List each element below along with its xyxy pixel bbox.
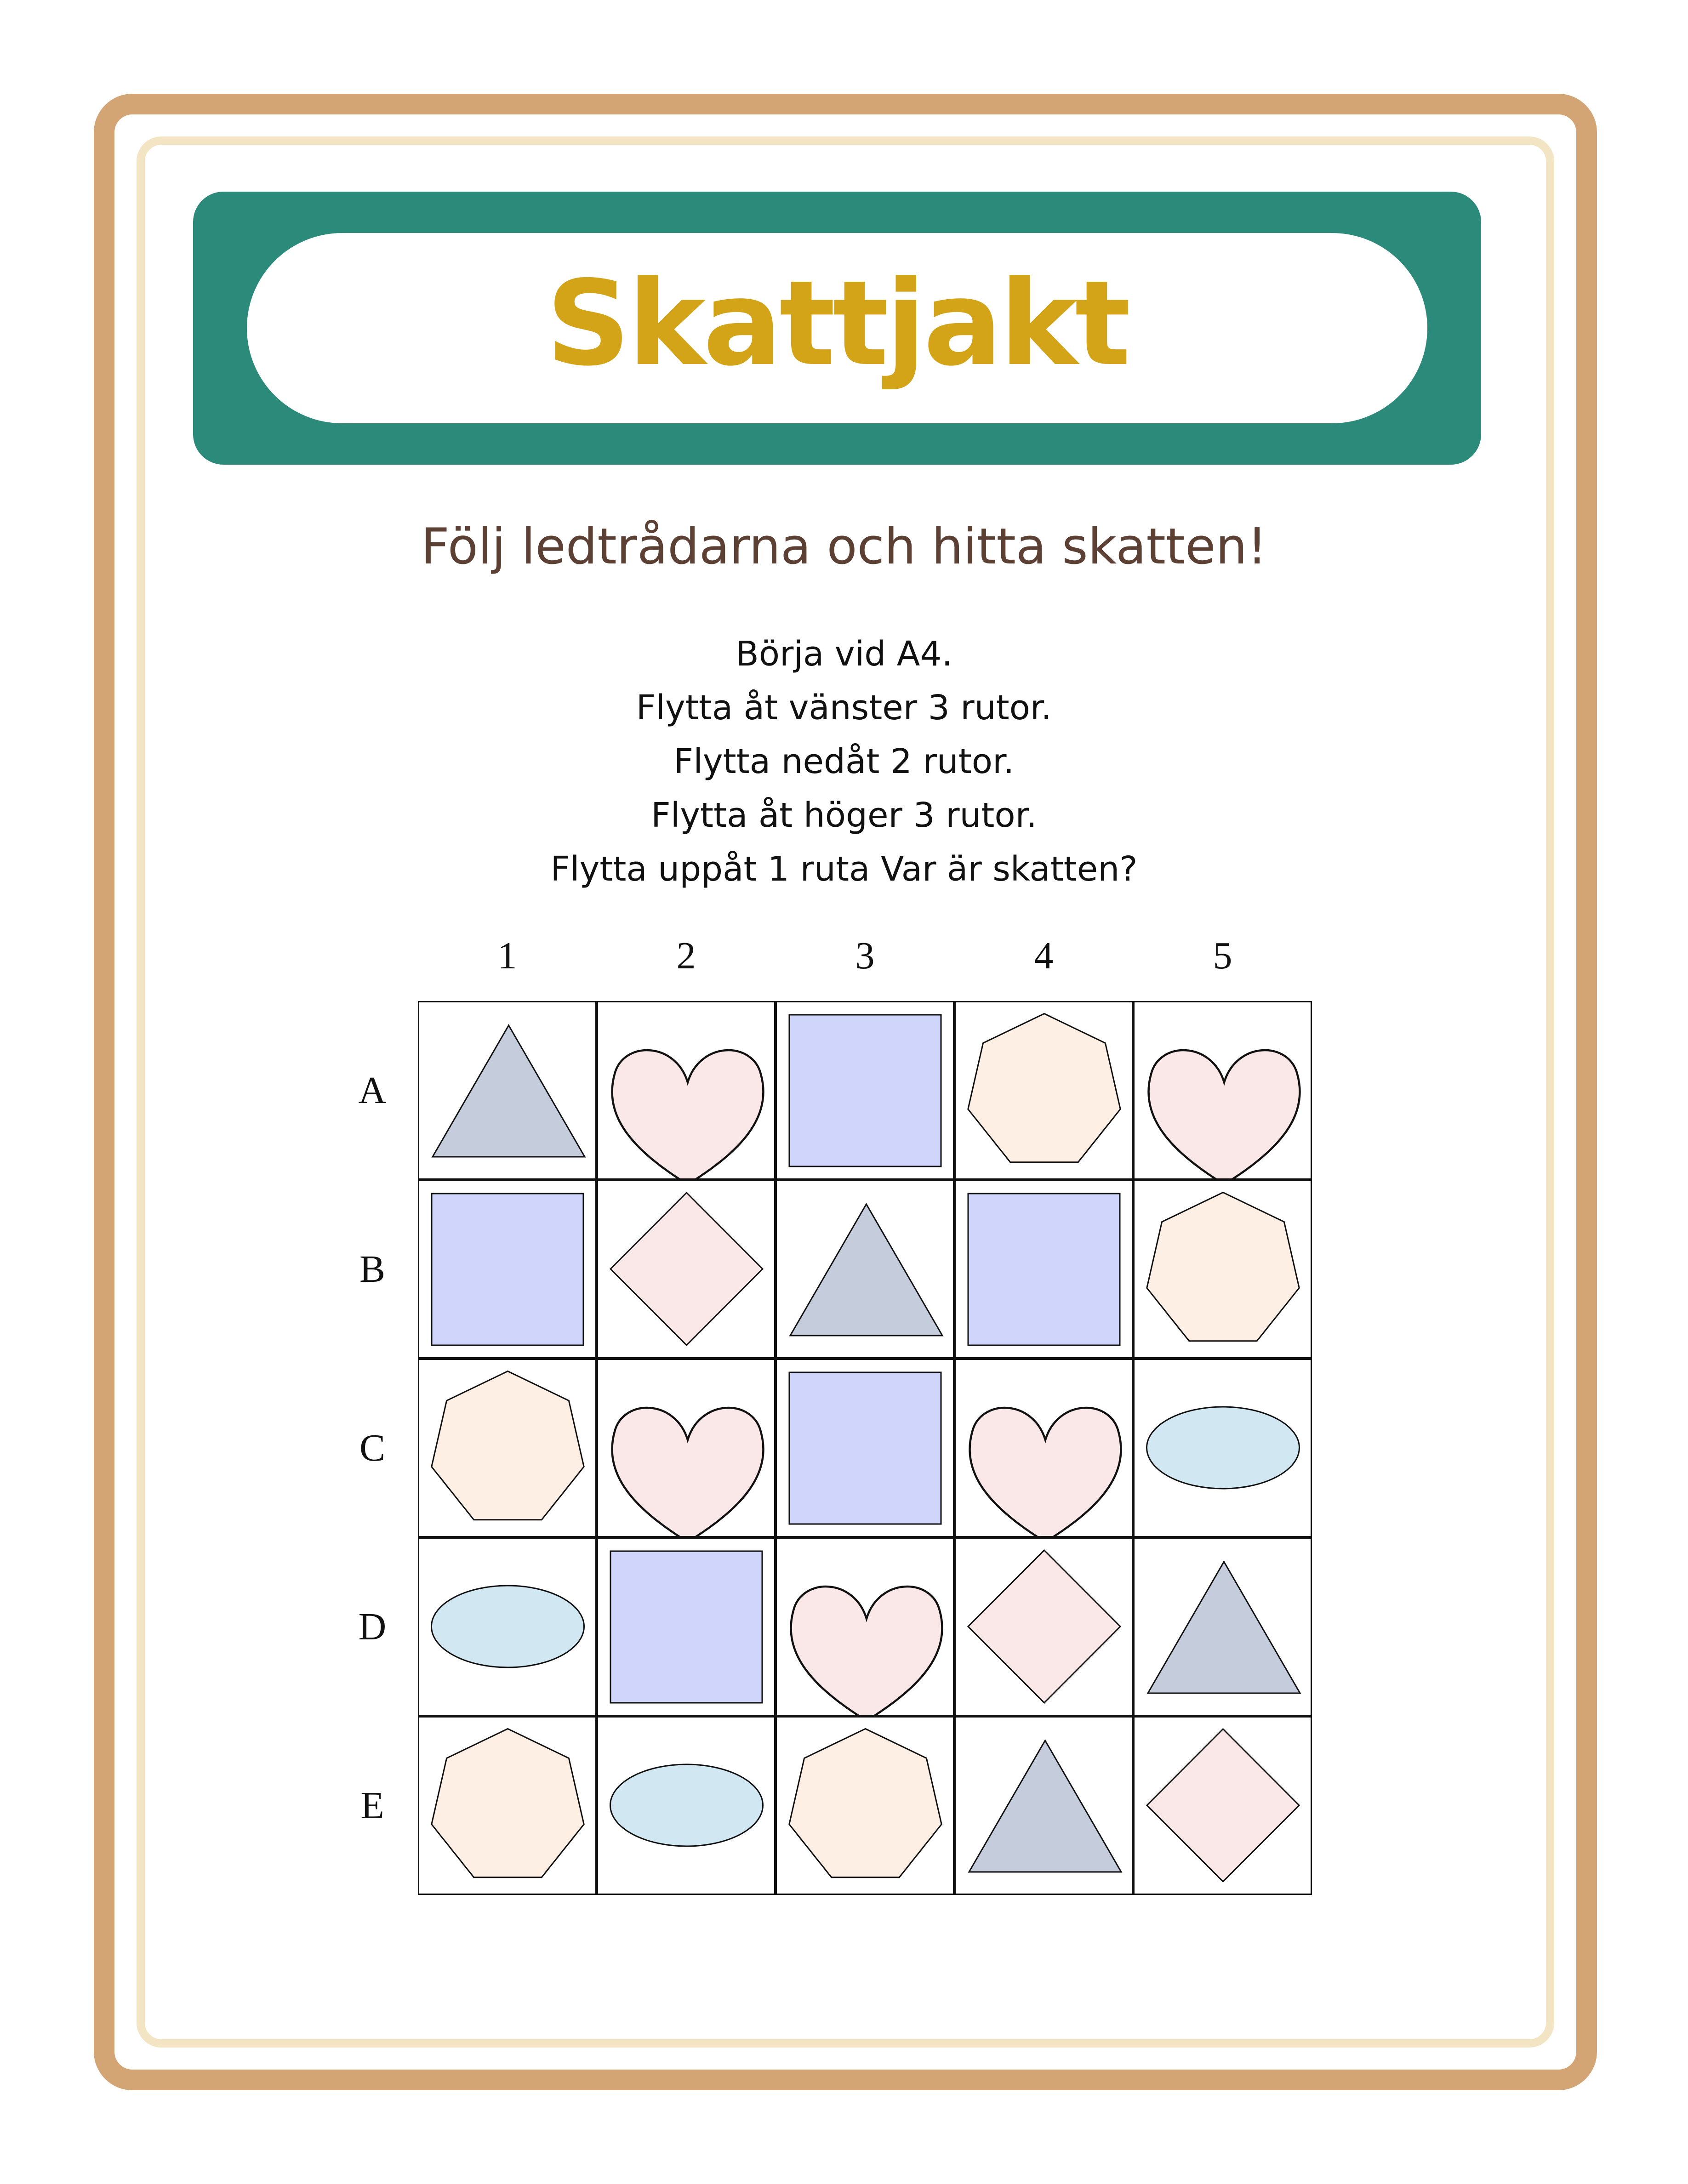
ellipse-icon — [1135, 1360, 1311, 1536]
instructions — [0, 627, 1688, 896]
square-icon — [598, 1539, 774, 1715]
grid-cell-A5[interactable] — [1133, 1001, 1312, 1180]
heart-icon — [1135, 1002, 1311, 1178]
heart-icon — [598, 1002, 774, 1178]
subtitle: Följ ledtrådarna och hitta skatten! — [421, 518, 1267, 575]
heart-icon — [777, 1539, 953, 1715]
diamond-icon — [1135, 1718, 1311, 1894]
square-icon — [777, 1002, 953, 1178]
grid-cell-D4[interactable] — [954, 1537, 1133, 1716]
grid-cell-D3[interactable] — [776, 1537, 954, 1716]
grid-cell-C2[interactable] — [597, 1359, 776, 1537]
triangle-icon — [419, 1002, 595, 1178]
row-label: C — [359, 1427, 386, 1469]
heptagon-icon — [777, 1718, 953, 1894]
heptagon-icon — [956, 1002, 1132, 1178]
instruction-line: Flytta åt vänster 3 rutor. — [636, 688, 1052, 728]
grid-cell-E4[interactable] — [954, 1716, 1133, 1895]
diamond-icon — [598, 1181, 774, 1357]
column-label: 2 — [676, 934, 696, 977]
grid-cell-B4[interactable] — [954, 1180, 1133, 1359]
ellipse-icon — [598, 1718, 774, 1894]
column-label: 3 — [855, 934, 875, 977]
column-label: 5 — [1213, 934, 1232, 977]
grid-cell-D2[interactable] — [597, 1537, 776, 1716]
title-pill — [247, 233, 1427, 423]
triangle-icon — [956, 1718, 1132, 1894]
heptagon-icon — [1135, 1181, 1311, 1357]
grid-cell-E5[interactable] — [1133, 1716, 1312, 1895]
square-icon — [956, 1181, 1132, 1357]
row-label: E — [360, 1784, 384, 1827]
row-label: D — [358, 1605, 387, 1648]
triangle-icon — [1135, 1539, 1311, 1715]
heptagon-icon — [419, 1360, 595, 1536]
instruction-line: Börja vid A4. — [736, 634, 952, 674]
diamond-icon — [956, 1539, 1132, 1715]
grid-cell-C4[interactable] — [954, 1359, 1133, 1537]
grid-cell-E2[interactable] — [597, 1716, 776, 1895]
heart-icon — [956, 1360, 1132, 1536]
triangle-icon — [777, 1181, 953, 1357]
column-label: 1 — [497, 934, 517, 977]
grid-cell-A2[interactable] — [597, 1001, 776, 1180]
page-title: Skattjakt — [546, 255, 1129, 392]
grid-cell-C5[interactable] — [1133, 1359, 1312, 1537]
instruction-line: Flytta nedåt 2 rutor. — [673, 742, 1015, 781]
grid-cell-A4[interactable] — [954, 1001, 1133, 1180]
grid-cell-D5[interactable] — [1133, 1537, 1312, 1716]
grid-cell-B1[interactable] — [418, 1180, 597, 1359]
heart-icon — [598, 1360, 774, 1536]
square-icon — [777, 1360, 953, 1536]
grid-cell-E3[interactable] — [776, 1716, 954, 1895]
grid-cell-A3[interactable] — [776, 1001, 954, 1180]
row-label: A — [358, 1069, 387, 1112]
treasure-grid — [418, 1001, 1312, 1895]
grid-cell-C3[interactable] — [776, 1359, 954, 1537]
grid-cell-B2[interactable] — [597, 1180, 776, 1359]
column-label: 4 — [1034, 934, 1054, 977]
ellipse-icon — [419, 1539, 595, 1715]
square-icon — [419, 1181, 595, 1357]
grid-cell-C1[interactable] — [418, 1359, 597, 1537]
instruction-line: Flytta uppåt 1 ruta Var är skatten? — [550, 849, 1138, 889]
grid-cell-E1[interactable] — [418, 1716, 597, 1895]
row-label: B — [359, 1248, 386, 1291]
grid-cell-B5[interactable] — [1133, 1180, 1312, 1359]
instruction-line: Flytta åt höger 3 rutor. — [651, 796, 1037, 835]
heptagon-icon — [419, 1718, 595, 1894]
grid-cell-B3[interactable] — [776, 1180, 954, 1359]
grid-cell-D1[interactable] — [418, 1537, 597, 1716]
grid-cell-A1[interactable] — [418, 1001, 597, 1180]
